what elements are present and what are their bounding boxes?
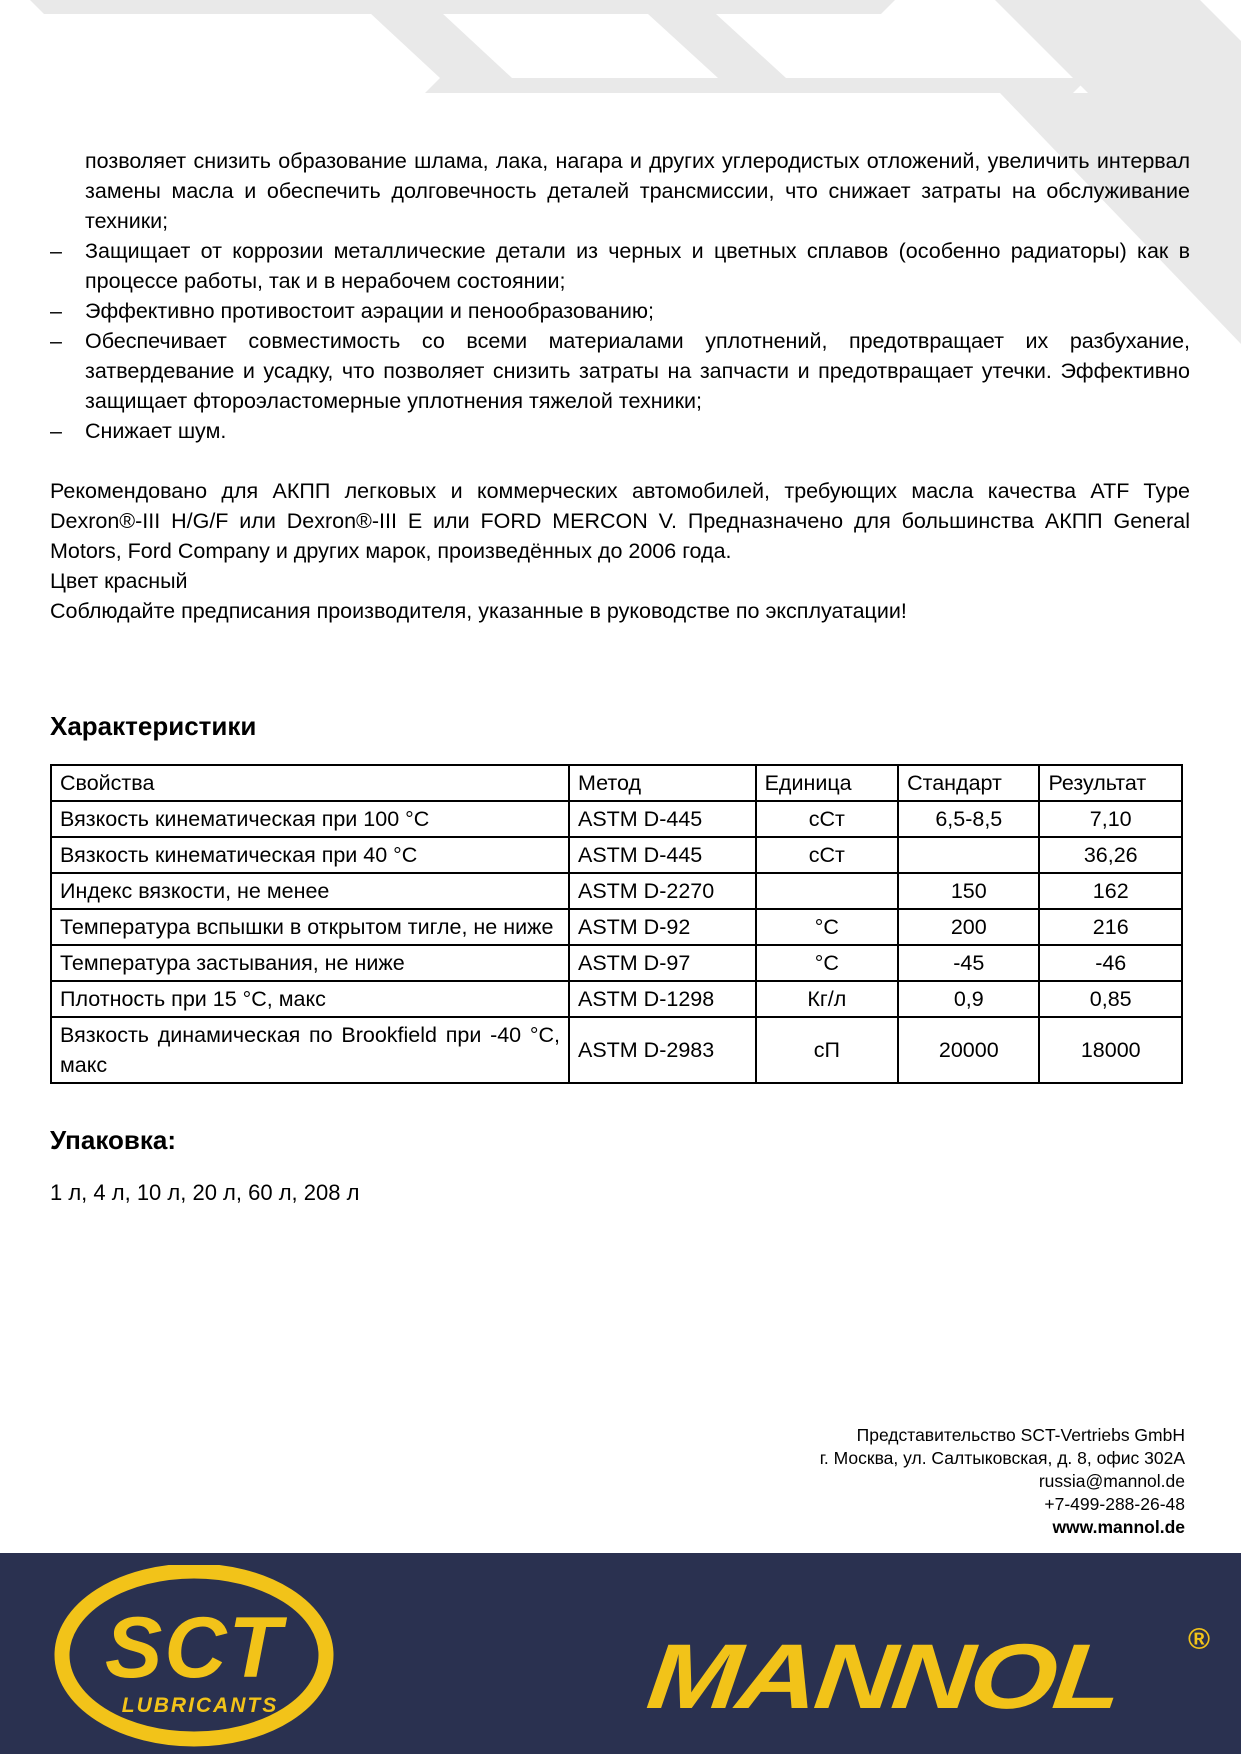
cell-method: ASTM D-445	[569, 837, 756, 873]
list-item	[50, 146, 1190, 236]
column-header-result: Результат	[1039, 765, 1182, 801]
sct-logo-text: SCT	[105, 1600, 283, 1696]
cell-method: ASTM D-92	[569, 909, 756, 945]
table-row	[51, 873, 1182, 909]
cell-property: Вязкость кинематическая при 100 °С	[51, 801, 569, 837]
cell-result: 7,10	[1039, 801, 1182, 837]
contact-block	[585, 1424, 1185, 1539]
bullet-dash: –	[50, 239, 62, 263]
cell-property: Температура вспышки в открытом тигле, не ниже	[51, 909, 569, 945]
cell-unit: °С	[756, 909, 899, 945]
cell-result: 36,26	[1039, 837, 1182, 873]
packaging-sizes: 1 л, 4 л, 10 л, 20 л, 60 л, 208 л	[50, 1180, 360, 1205]
color-note: Цвет красный	[50, 569, 188, 593]
list-item	[50, 326, 1190, 416]
cell-property: Температура застывания, не ниже	[51, 945, 569, 981]
bullet-text: позволяет снизить образование шлама, лака, нагара и других углеродистых отложений, увеличить интервал замены масла и обеспечить долговечность деталей трансмиссии, что снижает затраты на обслуживание техники;	[85, 149, 1190, 233]
cell-method: ASTM D-445	[569, 801, 756, 837]
cell-result: -46	[1039, 945, 1182, 981]
cell-standard: -45	[898, 945, 1039, 981]
recommendation-paragraph: Рекомендовано для АКПП легковых и коммерческих автомобилей, требующих масла качества ATF Type Dexron®-III H/G/F или Dexron®-III E или FORD MERCON V. Предназначено для большинства АКПП General Motors, Ford Company и других марок, произведённых до 2006 года.	[50, 479, 1190, 563]
column-header-unit: Единица	[756, 765, 899, 801]
cell-standard: 0,9	[898, 981, 1039, 1017]
cell-method: ASTM D-1298	[569, 981, 756, 1017]
bullet-dash: –	[50, 299, 62, 323]
cell-result: 216	[1039, 909, 1182, 945]
benefits-list	[50, 146, 1190, 446]
cell-property: Вязкость динамическая по Brookfield при -40 °С, макс	[51, 1017, 569, 1083]
cell-unit: сСт	[756, 801, 899, 837]
cell-standard: 6,5-8,5	[898, 801, 1039, 837]
cell-unit: °С	[756, 945, 899, 981]
packaging-heading: Упаковка:	[50, 1125, 177, 1155]
cell-standard: 150	[898, 873, 1039, 909]
table-row	[51, 981, 1182, 1017]
column-header-method: Метод	[569, 765, 756, 801]
watermark-mid-strip	[425, 78, 1088, 93]
cell-unit: Кг/л	[756, 981, 899, 1017]
table-row	[51, 837, 1182, 873]
cell-property: Плотность при 15 °С, макс	[51, 981, 569, 1017]
characteristics-table	[50, 764, 1183, 1084]
cell-property: Вязкость кинематическая при 40 °С	[51, 837, 569, 873]
contact-email: russia@mannol.de	[1038, 1471, 1185, 1491]
compliance-note: Соблюдайте предписания производителя, указанные в руководстве по эксплуатации!	[50, 599, 907, 623]
document-body	[50, 146, 1190, 1208]
cell-property: Индекс вязкости, не менее	[51, 873, 569, 909]
bullet-text: Снижает шум.	[85, 419, 227, 443]
registered-trademark-icon: ®	[1188, 1623, 1211, 1656]
cell-result: 0,85	[1039, 981, 1182, 1017]
cell-unit: сП	[756, 1017, 899, 1083]
cell-method: ASTM D-2983	[569, 1017, 756, 1083]
cell-standard: 200	[898, 909, 1039, 945]
mannol-logo: MANNOL	[642, 1626, 1124, 1728]
characteristics-heading: Характеристики	[50, 711, 257, 741]
table-row	[51, 909, 1182, 945]
contact-website: www.mannol.de	[1052, 1517, 1185, 1537]
cell-standard	[898, 837, 1039, 873]
bullet-dash: –	[50, 419, 62, 443]
cell-result: 18000	[1039, 1017, 1182, 1083]
list-item	[50, 296, 1190, 326]
column-header-property: Свойства	[51, 765, 569, 801]
list-item	[50, 416, 1190, 446]
cell-method: ASTM D-2270	[569, 873, 756, 909]
contact-company: Представительство SCT-Vertriebs GmbH	[856, 1425, 1185, 1445]
watermark-top-strip	[30, 0, 895, 14]
table-row	[51, 801, 1182, 837]
cell-unit	[756, 873, 899, 909]
table-header-row	[51, 765, 1182, 801]
cell-standard: 20000	[898, 1017, 1039, 1083]
table-row	[51, 945, 1182, 981]
list-item	[50, 236, 1190, 296]
watermark-divider-diagonal	[648, 14, 786, 78]
bullet-text: Эффективно противостоит аэрации и пенообразованию;	[85, 299, 654, 323]
sct-lubricants-logo	[52, 1565, 337, 1747]
column-header-standard: Стандарт	[898, 765, 1039, 801]
cell-unit: сСт	[756, 837, 899, 873]
cell-result: 162	[1039, 873, 1182, 909]
contact-address: г. Москва, ул. Салтыковская, д. 8, офис 302А	[819, 1448, 1185, 1468]
sct-logo-subtext: LUBRICANTS	[121, 1694, 279, 1717]
table-row	[51, 1017, 1182, 1083]
brand-bar	[0, 1553, 1241, 1754]
bullet-text: Защищает от коррозии металлические детали из черных и цветных сплавов (особенно радиаторы) как в процессе работы, так и в нерабочем состоянии;	[85, 239, 1190, 293]
cell-method: ASTM D-97	[569, 945, 756, 981]
bullet-dash: –	[50, 329, 62, 353]
contact-phone: +7-499-288-26-48	[1044, 1494, 1185, 1514]
bullet-text: Обеспечивает совместимость со всеми материалами уплотнений, предотвращает их разбухание, затвердевание и усадку, что позволяет снизить затраты на запчасти и предотвращает утечки. Эффективно защищает фтороэластомерные уплотнения тяжелой техники;	[85, 329, 1190, 413]
